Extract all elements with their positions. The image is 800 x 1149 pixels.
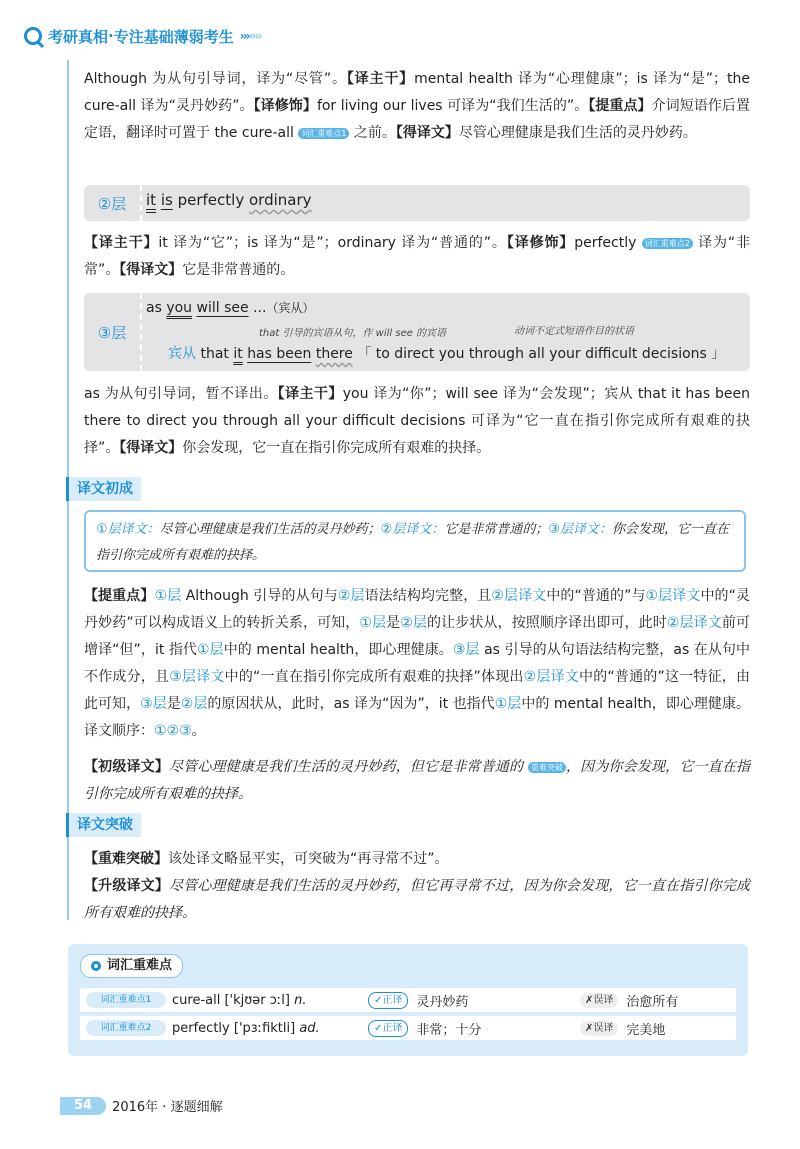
vocab-tag[interactable]: 词汇重难点1 [298, 128, 349, 139]
section-initial-translation: 译文初成 [66, 477, 141, 501]
keyword: 【得译文】 [119, 262, 183, 278]
text: 中的 mental health，即心理健康。 [223, 642, 453, 658]
layer3-note2: 动词不定式短语作目的状语 [514, 326, 634, 337]
arrow-icon: › [251, 29, 255, 43]
text: 中的“灵丹妙药”可以构成语义上的转折关系，可知， [84, 588, 750, 631]
correct-text: 灵丹妙药 [416, 994, 469, 1010]
vocab-word [172, 1021, 362, 1036]
keyword: 【初级译文】 [84, 759, 170, 775]
text: as 为从句引导词，暂不译出。 [84, 386, 278, 402]
word: perfectly [177, 191, 245, 209]
ref: ③层译文 [169, 669, 225, 685]
correct-text: 非常；十分 [416, 1022, 482, 1038]
word: （宾从） [266, 301, 315, 315]
pos: ad. [299, 1020, 320, 1036]
text: 你会发现，它一直在指引你完成所有艰难的抉择。 [96, 522, 730, 563]
keyword: 【重难突破】 [84, 851, 168, 867]
brand-separator: · [108, 27, 114, 45]
label: ①层译文： [96, 522, 160, 537]
wrong-translation [580, 991, 678, 1010]
word: ... [253, 300, 267, 316]
ref: ②层译文 [523, 669, 580, 685]
arrow-icon: › [248, 29, 252, 43]
text: 介词短语作后置定语，翻译时可置于 the cure-all [84, 98, 750, 141]
keyword: 【得译文】 [119, 440, 183, 456]
ref: ①层 [359, 615, 387, 631]
initial-translation-box [84, 510, 746, 572]
layer3-label: ③层 [84, 293, 142, 371]
arrow-icon: › [242, 29, 246, 43]
layer1-explanation [84, 66, 750, 147]
vocab-panel [68, 944, 748, 1056]
layer2-sentence [146, 191, 312, 209]
word: as [146, 300, 162, 316]
footer-title: 2016年 · 逐题细解 [112, 1100, 223, 1115]
page-header [24, 24, 260, 48]
keyword: 【译主干】 [346, 71, 415, 87]
keyword: 【译修饰】 [506, 235, 575, 251]
pos: n. [294, 992, 307, 1008]
layer3-box [84, 293, 750, 371]
ref: ①层译文 [645, 588, 701, 604]
layer2-box [84, 185, 750, 221]
keyword: 【译主干】 [84, 235, 159, 251]
vocab-tag: 词汇重难点2 [86, 1020, 166, 1036]
vocab-title-text: 词汇重难点 [107, 958, 173, 973]
ref: ①层 [494, 696, 522, 712]
layer3-explanation [84, 381, 750, 462]
keyword: 【提重点】 [588, 98, 652, 114]
layer2-explanation [84, 230, 750, 284]
text: ，因为你会发现，它一直在指引你完成所有艰难的抉择。 [84, 759, 751, 802]
vocab-row [80, 988, 736, 1012]
label: ②层译文： [380, 522, 445, 537]
section-breakthrough: 译文突破 [66, 813, 141, 837]
vocab-title [80, 954, 183, 978]
wrong-translation [580, 1019, 665, 1038]
layer3-line2 [168, 343, 725, 363]
word: has been [247, 346, 312, 362]
ref: ②层译文 [666, 615, 722, 631]
text: as 引导的从句语法结构完整，as 在从句中不作成分，且 [84, 642, 750, 685]
ref: ①层 [197, 642, 224, 658]
keyword: 【升级译文】 [84, 878, 170, 894]
word: that [200, 346, 229, 362]
correct-badge: ✓正译 [368, 992, 408, 1009]
word: perfectly [172, 1020, 230, 1036]
ref: ①层 [154, 588, 182, 604]
page-footer [60, 1096, 223, 1115]
brand-slogan: 专注基础薄弱考生 [113, 27, 234, 46]
word: cure-all [172, 992, 221, 1008]
arrows-decoration [240, 29, 261, 43]
vocab-tag: 词汇重难点1 [86, 992, 166, 1008]
wrong-badge: ✗误译 [580, 993, 618, 1008]
ref: ③层 [452, 642, 480, 658]
upgraded-translation-paragraph [84, 873, 750, 927]
layer3-note1: that 引导的宾语从句，作 will see 的宾语 [259, 328, 447, 339]
vocab-tag[interactable]: 词汇重难点2 [642, 238, 693, 249]
brand-name: 考研真相 [48, 27, 109, 46]
word: is [160, 191, 173, 209]
label: ③层译文： [548, 522, 612, 537]
word: ordinary [249, 191, 312, 209]
keyword: 【译主干】 [277, 386, 343, 402]
layer2-label: ②层 [84, 185, 142, 221]
text: it 译为“它”；is 译为“是”；ordinary 译为“普通的”。 [158, 235, 507, 251]
arrow-icon: › [254, 29, 258, 43]
keyword: 【得译文】 [395, 125, 459, 141]
ipa: ['pɜːfiktli] [233, 1020, 296, 1036]
text: Although 为从句引导词，译为“尽管”。 [84, 71, 347, 87]
text: 尽管心理健康是我们生活的灵丹妙药。 [458, 125, 697, 141]
wrong-text: 治愈所有 [626, 994, 679, 1010]
text: 你会发现，它一直在指引你完成所有艰难的抉择。 [182, 440, 491, 456]
layer3-line1 [146, 299, 314, 316]
arrow-icon: › [245, 29, 249, 43]
keyword: 【译修饰】 [253, 98, 317, 114]
text: 译为“非常”。 [84, 235, 751, 278]
text: 中的“普通的”与 [546, 588, 646, 604]
arrow-icon: › [239, 29, 243, 43]
text: 中的“一直在指引你完成所有艰难的抉择”体现出 [224, 669, 524, 685]
text: 中的 mental health，即心理健康。译文顺序： [84, 696, 750, 739]
wrong-text: 完美地 [626, 1022, 666, 1038]
breakthrough-tag[interactable]: 重难突破 [528, 762, 566, 773]
text: 之前。 [353, 125, 396, 141]
text: 尽管心理健康是我们生活的灵丹妙药，但它再寻常不过，因为你会发现，它一直在指引你完成所有艰难的抉择。 [84, 878, 751, 921]
text: mental health 译为“心理健康”；is 译为“是”；the cure-all 译为“灵丹妙药”。 [84, 71, 751, 114]
vocab-word [172, 993, 362, 1008]
ref: ①②③ [154, 723, 192, 739]
text: 的原因状从，此时，as 译为“因为”，it 也指代 [207, 696, 495, 712]
text: 。 [191, 723, 206, 739]
word: 宾从 [168, 346, 196, 362]
page-number: 54 [60, 1097, 106, 1115]
text: 它是非常普通的； [444, 522, 549, 537]
word: 「 to direct you through all your difficult decisions 」 [357, 346, 726, 362]
ref: ③层 [140, 696, 167, 712]
text: for living our lives 可译为“我们生活的”。 [316, 98, 589, 114]
text: perfectly [574, 235, 637, 251]
text: you 译为“你”；will see 译为“会发现”；宾从 that it has been there to direct you through all your difficult decisions 可译为“它一直在指引你完成所有艰难的抉择”。 [84, 386, 751, 456]
text: 前可增译“但”，it 指代 [84, 615, 750, 658]
breakthrough-paragraph [84, 846, 750, 873]
text: 它是非常普通的。 [182, 262, 295, 278]
text: 的让步状从，按照顺序译出即可，此时 [427, 615, 667, 631]
word: there [315, 346, 353, 362]
word: it [233, 346, 243, 362]
text: 语法结构均完整，且 [364, 588, 492, 604]
word: it [146, 191, 157, 209]
correct-badge: ✓正译 [368, 1020, 408, 1037]
vocab-row [80, 1016, 736, 1040]
wrong-badge: ✗误译 [580, 1021, 618, 1036]
basic-translation-paragraph [84, 754, 750, 808]
text: 中的“普通的”这一特征，由此可知， [84, 669, 750, 712]
ipa: ['kjʊər ɔːl] [224, 992, 290, 1008]
text: 是 [386, 615, 401, 631]
correct-translation [368, 1019, 481, 1038]
search-logo-icon [24, 27, 42, 45]
text: 是 [166, 696, 181, 712]
text: Although 引导的从句与 [181, 588, 338, 604]
text: 尽管心理健康是我们生活的灵丹妙药，但它是非常普通的 [169, 759, 524, 775]
ref: ②层 [337, 588, 365, 604]
word: you [166, 300, 193, 316]
correct-translation [368, 991, 468, 1010]
ref: ②层译文 [491, 588, 547, 604]
word: will see [196, 300, 249, 316]
key-points-paragraph [84, 583, 750, 745]
arrow-icon: › [257, 29, 261, 43]
text: 该处译文略显平实，可突破为“再寻常不过”。 [168, 851, 449, 867]
keyword: 【提重点】 [84, 588, 155, 604]
target-icon [91, 961, 101, 971]
text: 尽管心理健康是我们生活的灵丹妙药； [159, 522, 381, 537]
ref: ②层 [400, 615, 428, 631]
ref: ②层 [180, 696, 208, 712]
